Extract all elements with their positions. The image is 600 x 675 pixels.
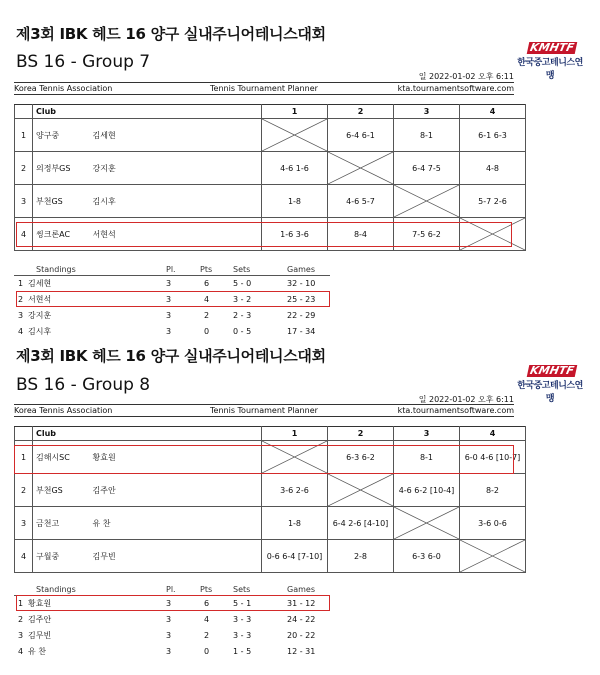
header-website[interactable]: kta.tournamentsoftware.com	[397, 406, 514, 415]
points: 0	[204, 647, 210, 656]
points: 0	[204, 327, 210, 336]
match-score: 4-6 5-7	[328, 185, 394, 218]
row-number: 3	[15, 185, 33, 218]
sets-label: Sets	[233, 585, 251, 594]
games: 25 - 23	[287, 295, 316, 304]
club-name: 금천고	[33, 507, 90, 540]
match-score: 8-2	[460, 474, 526, 507]
print-date: 일 2022-01-02 오후 6:11	[418, 395, 514, 404]
match-score: 8-1	[394, 119, 460, 152]
points: 6	[204, 279, 210, 288]
header-association: Korea Tennis Association	[14, 84, 113, 93]
row-number: 4	[15, 218, 33, 251]
tournament-title: 제3회 IBK 헤드 16 양구 실내주니어테니스대회	[16, 347, 326, 365]
rank: 4	[18, 647, 24, 656]
rank: 4	[18, 327, 24, 336]
tournament-title: 제3회 IBK 헤드 16 양구 실내주니어테니스대회	[16, 25, 326, 43]
table-row	[15, 507, 526, 540]
self-match-cross	[394, 507, 460, 540]
row-number: 3	[15, 507, 33, 540]
player-name: 서현석	[90, 218, 262, 251]
player-name: 김세현	[28, 279, 52, 288]
col-header-4: 4	[460, 105, 526, 119]
match-score: 6-4 2-6 [4-10]	[328, 507, 394, 540]
standings-label: Standings	[36, 265, 76, 274]
games-label: Games	[287, 265, 315, 274]
player-name: 서현석	[28, 295, 52, 304]
games: 17 - 34	[287, 327, 316, 336]
match-score: 6-3 6-0	[394, 540, 460, 573]
match-score: 6-3 6-2	[328, 441, 394, 474]
club-name: 부천GS	[33, 474, 90, 507]
match-score: 4-8	[460, 152, 526, 185]
sets: 3 - 3	[233, 631, 252, 640]
group-title: BS 16 - Group 7	[16, 52, 151, 72]
row-number: 1	[15, 119, 33, 152]
kmhtf-logo	[516, 41, 584, 81]
header-planner: Tennis Tournament Planner	[210, 406, 318, 415]
group-title: BS 16 - Group 8	[16, 375, 151, 395]
rank: 1	[18, 279, 24, 288]
club-header: Club	[33, 427, 90, 441]
match-score: 4-6 1-6	[262, 152, 328, 185]
self-match-cross	[460, 540, 526, 573]
player-name: 강지훈	[90, 152, 262, 185]
col-header-3: 3	[394, 105, 460, 119]
played: 3	[166, 311, 172, 320]
club-name: 김해시SC	[33, 441, 90, 474]
club-header: Club	[33, 105, 90, 119]
player-name: 유 찬	[28, 647, 46, 656]
sets: 5 - 1	[233, 599, 252, 608]
row-number: 2	[15, 474, 33, 507]
points: 2	[204, 311, 210, 320]
standings-row	[14, 628, 330, 644]
played: 3	[166, 631, 172, 640]
match-score: 3-6 0-6	[460, 507, 526, 540]
logo-mark: KMHTF	[527, 365, 578, 377]
header-planner: Tennis Tournament Planner	[210, 84, 318, 93]
self-match-cross	[328, 152, 394, 185]
highlight-box	[16, 595, 330, 611]
player-name: 김세현	[90, 119, 262, 152]
logo-name: 한국중고테니스연맹	[517, 58, 583, 81]
played: 3	[166, 327, 172, 336]
points: 6	[204, 599, 210, 608]
games: 22 - 29	[287, 311, 316, 320]
player-name: 김주안	[28, 615, 52, 624]
col-header-1: 1	[262, 427, 328, 441]
match-score: 0-6 6-4 [7-10]	[262, 540, 328, 573]
player-name: 강지훈	[28, 311, 52, 320]
match-score: 2-8	[328, 540, 394, 573]
player-name: 유 찬	[90, 507, 262, 540]
club-name: 구월중	[33, 540, 90, 573]
played: 3	[166, 647, 172, 656]
highlight-box	[14, 445, 514, 474]
standings-row	[14, 612, 330, 628]
match-score: 6-4 6-1	[328, 119, 394, 152]
col-header-3: 3	[394, 427, 460, 441]
pts-label: Pts	[200, 265, 213, 274]
match-score: 6-1 6-3	[460, 119, 526, 152]
col-header-2: 2	[328, 427, 394, 441]
page-header	[14, 404, 514, 417]
table-row	[15, 119, 526, 152]
club-name: 양구중	[33, 119, 90, 152]
points: 2	[204, 631, 210, 640]
logo-mark: KMHTF	[527, 42, 578, 54]
match-score: 8-1	[394, 441, 460, 474]
club-name: 씽크론AC	[33, 218, 90, 251]
games: 12 - 31	[287, 647, 316, 656]
played: 3	[166, 599, 172, 608]
points: 4	[204, 295, 210, 304]
highlight-box	[16, 291, 330, 307]
highlight-box	[16, 222, 512, 247]
table-row	[15, 474, 526, 507]
played: 3	[166, 615, 172, 624]
match-score: 7-5 6-2	[394, 218, 460, 251]
player-name: 김시후	[90, 185, 262, 218]
rank: 3	[18, 311, 24, 320]
grid-header-row	[15, 105, 526, 119]
table-row	[15, 540, 526, 573]
match-score: 4-6 6-2 [10-4]	[394, 474, 460, 507]
sets: 0 - 5	[233, 327, 252, 336]
sets: 3 - 3	[233, 615, 252, 624]
standings-row	[14, 644, 330, 660]
match-score: 3-6 2-6	[262, 474, 328, 507]
rank: 2	[18, 615, 24, 624]
club-name: 부천GS	[33, 185, 90, 218]
player-name: 김주안	[90, 474, 262, 507]
player-name: 황효원	[28, 599, 52, 608]
row-number: 2	[15, 152, 33, 185]
games: 32 - 10	[287, 279, 316, 288]
club-name: 의정부GS	[33, 152, 90, 185]
player-name: 황효원	[90, 441, 262, 474]
match-score: 5-7 2-6	[460, 185, 526, 218]
match-score: 1-8	[262, 185, 328, 218]
pts-label: Pts	[200, 585, 213, 594]
player-name: 김무빈	[28, 631, 52, 640]
match-score: 1-6 3-6	[262, 218, 328, 251]
print-date: 일 2022-01-02 오후 6:11	[418, 72, 514, 81]
sets: 1 - 5	[233, 647, 252, 656]
games: 24 - 22	[287, 615, 316, 624]
pl-label: Pl.	[166, 265, 176, 274]
col-header-2: 2	[328, 105, 394, 119]
header-association: Korea Tennis Association	[14, 406, 113, 415]
standings-header	[14, 264, 330, 276]
rank: 3	[18, 631, 24, 640]
self-match-cross	[394, 185, 460, 218]
sets: 3 - 2	[233, 295, 252, 304]
self-match-cross	[328, 474, 394, 507]
group-8-section	[0, 337, 600, 675]
header-website[interactable]: kta.tournamentsoftware.com	[397, 84, 514, 93]
page-header	[14, 82, 514, 95]
match-score: 6-4 7-5	[394, 152, 460, 185]
played: 3	[166, 279, 172, 288]
standings-row	[14, 276, 330, 292]
games: 31 - 12	[287, 599, 316, 608]
played: 3	[166, 295, 172, 304]
row-number: 1	[15, 441, 33, 474]
match-score: 6-0 4-6 [10-7]	[460, 441, 526, 474]
sets: 5 - 0	[233, 279, 252, 288]
table-row	[15, 152, 526, 185]
rank: 1	[18, 599, 24, 608]
standings-label: Standings	[36, 585, 76, 594]
player-name: 김무빈	[90, 540, 262, 573]
games-label: Games	[287, 585, 315, 594]
kmhtf-logo	[516, 364, 584, 404]
rank: 2	[18, 295, 24, 304]
logo-name: 한국중고테니스연맹	[517, 381, 583, 404]
row-number: 4	[15, 540, 33, 573]
match-score: 8-4	[328, 218, 394, 251]
col-header-4: 4	[460, 427, 526, 441]
pl-label: Pl.	[166, 585, 176, 594]
player-name: 김시후	[28, 327, 52, 336]
points: 4	[204, 615, 210, 624]
sets: 2 - 3	[233, 311, 252, 320]
self-match-cross	[262, 119, 328, 152]
sets-label: Sets	[233, 265, 251, 274]
games: 20 - 22	[287, 631, 316, 640]
table-row	[15, 185, 526, 218]
col-header-1: 1	[262, 105, 328, 119]
grid-header-row	[15, 427, 526, 441]
match-score: 1-8	[262, 507, 328, 540]
standings-row	[14, 308, 330, 324]
